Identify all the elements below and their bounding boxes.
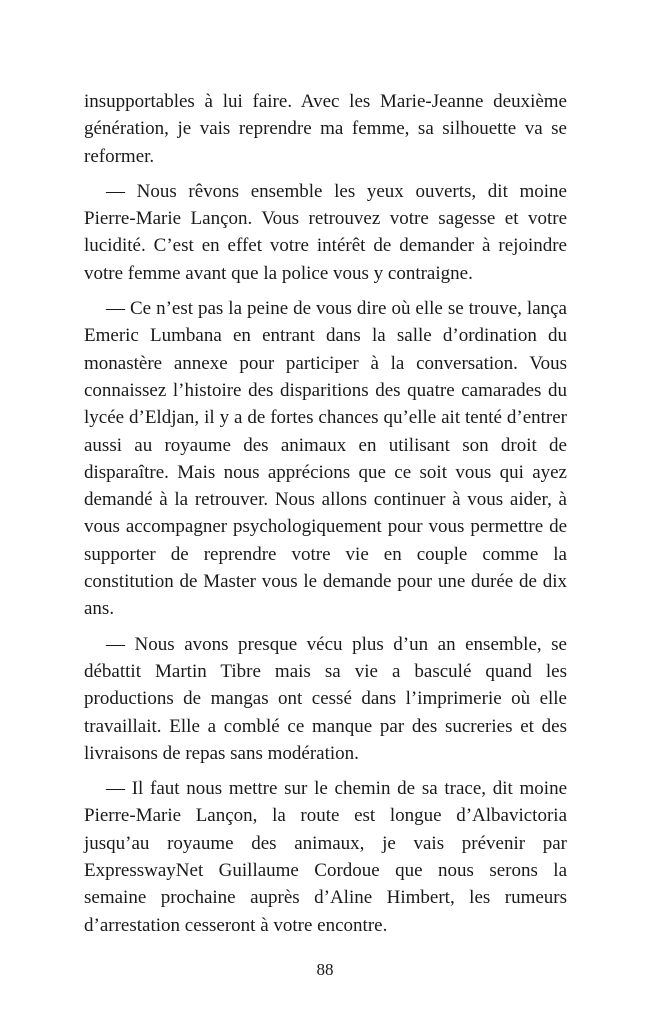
page-number: 88	[316, 960, 334, 979]
body-text	[84, 88, 567, 947]
paragraph-dialogue-lumbana: — Ce n’est pas la peine de vous dire où elle se trouve, lança Emeric Lumbana en entrant dans la salle d’ordination du monastère annexe pour participer à la conversation. Vous connaissez l’histoire des disparitions des quatre camarades du lycée d’Eldjan, il y a de fortes chances qu’elle ait tenté d’entrer aussi au royaume des animaux en utilisant son droit de disparaître. Mais nous apprécions que ce soit vous qui ayez demandé à la retrouver. Nous allons continuer à vous aider, à vous accompagner psychologiquement pour vous permettre de supporter de reprendre votre vie en couple comme la constitution de Master vous le demande pour une durée de dix ans.	[84, 298, 567, 620]
paragraph-continuation: insupportables à lui faire. Avec les Marie-Jeanne deuxième génération, je vais reprendre ma femme, sa silhouette va se reformer.	[84, 91, 567, 167]
paragraph-dialogue-lancon: — Nous rêvons ensemble les yeux ouverts, dit moine Pierre-Marie Lançon. Vous retrouvez votre sagesse et votre lucidité. C’est en effet votre intérêt de demander à rejoindre votre femme avant que la police vous y contraigne.	[84, 180, 567, 284]
paragraph-dialogue-tibre: — Nous avons presque vécu plus d’un an ensemble, se débattit Martin Tibre mais sa vie a basculé quand les productions de mangas ont cessé dans l’imprimerie où elle travaillait. Elle a comblé ce manque par des sucreries et des livraisons de repas sans modération.	[84, 633, 567, 764]
paragraph-dialogue-lancon-2: — Il faut nous mettre sur le chemin de sa trace, dit moine Pierre-Marie Lançon, la route est longue d’Albavictoria jusqu’au royaume des animaux, je vais prévenir par ExpresswayNet Guillaume Cordoue que nous serons la semaine prochaine auprès d’Aline Himbert, les rumeurs d’arrestation cesseront à votre encontre.	[84, 778, 567, 936]
